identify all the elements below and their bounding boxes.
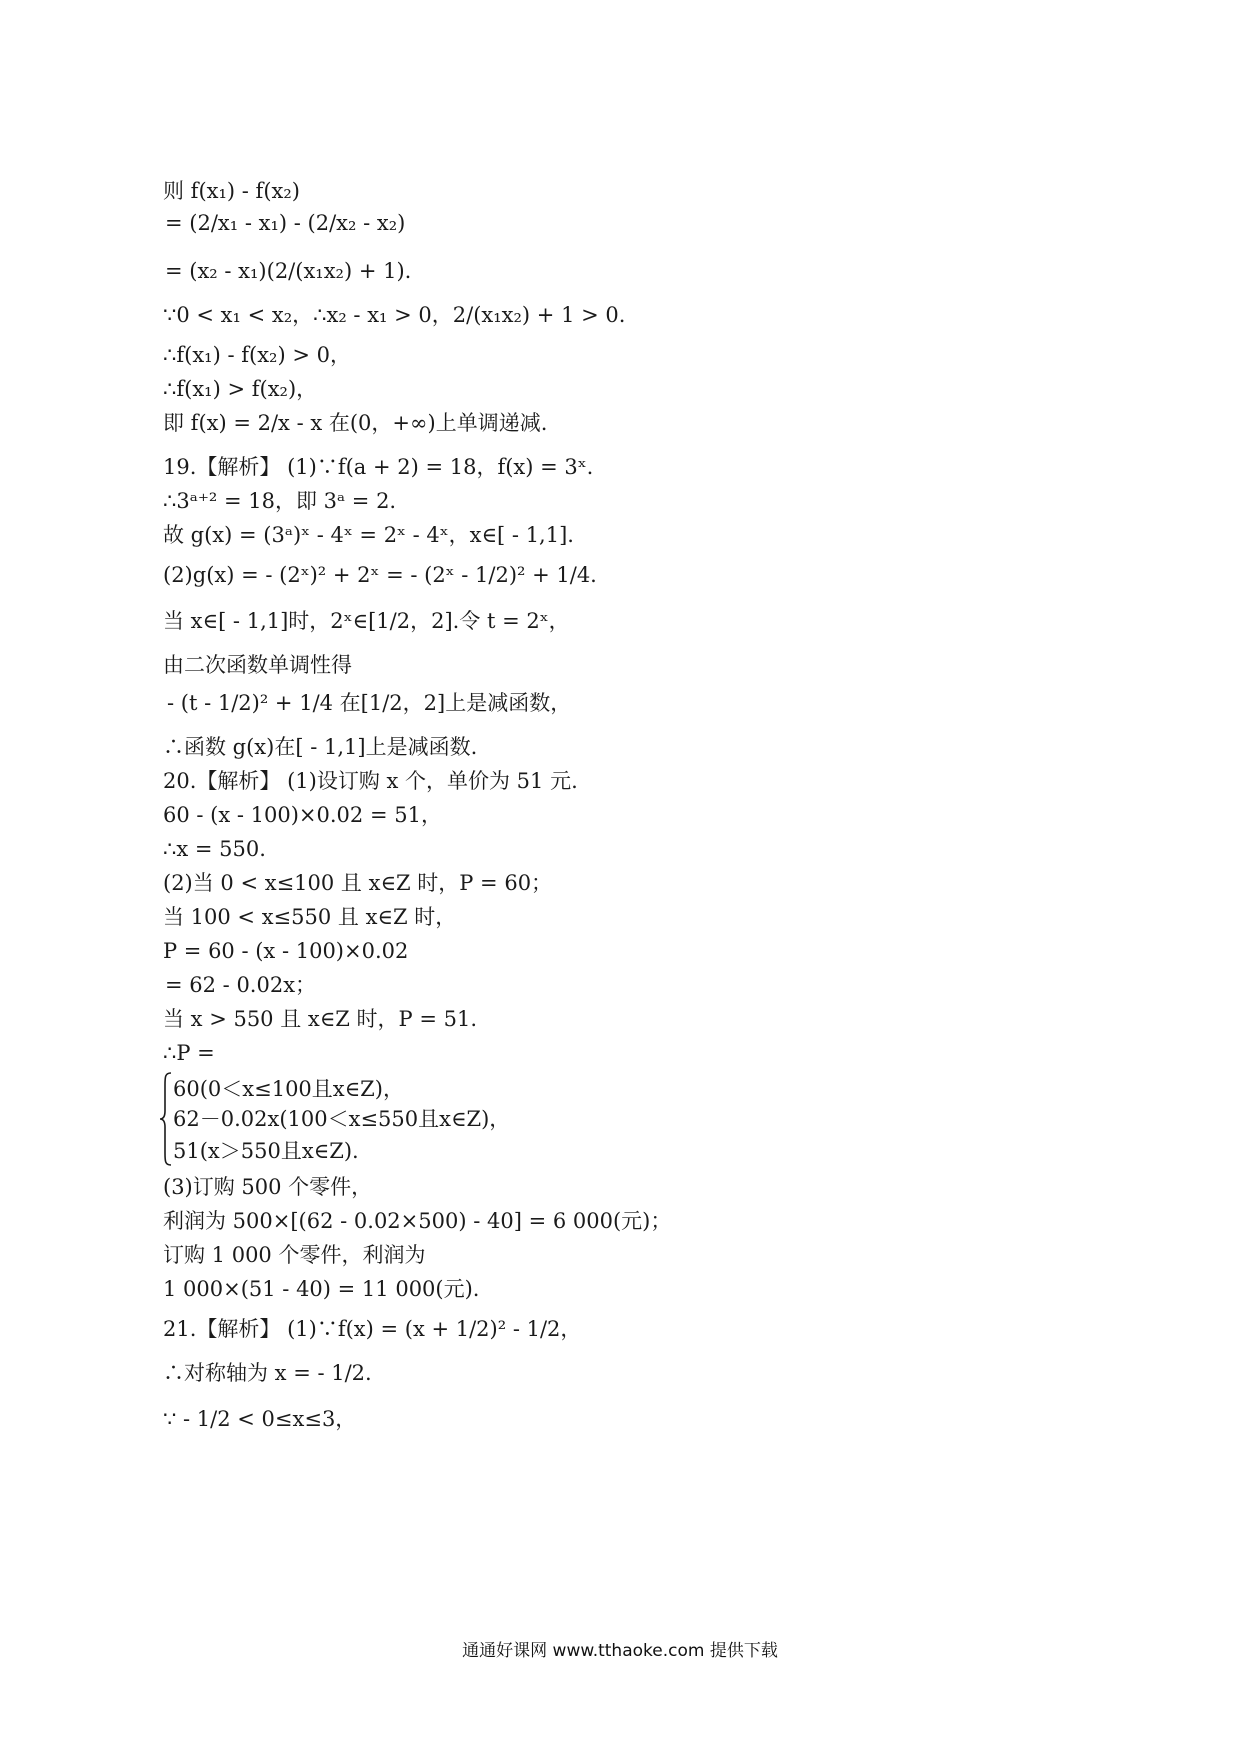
text-line: ∴f(x₁) - f(x₂) > 0， [163,343,351,367]
text-line: 20.【解析】 (1)设订购 x 个，单价为 51 元. [163,769,578,793]
text-line: 当 100 < x≤550 且 x∈Z 时， [163,905,457,929]
text-line: 21.【解析】 (1)∵f(x) = (x + 1/2)² - 1/2， [163,1317,582,1341]
text-line: ∴3ᵃ⁺² = 18，即 3ᵃ = 2. [163,489,397,513]
text-line: 60 - (x - 100)×0.02 = 51， [163,803,442,827]
text-line: ∴f(x₁) > f(x₂)， [163,377,318,401]
text-line: ∵0 < x₁ < x₂，∴x₂ - x₁ > 0，2/(x₁x₂) + 1 > 0. [163,303,626,327]
text-line: ∴P = [163,1041,215,1065]
text-line: 当 x∈[ - 1,1]时，2ˣ∈[1/2，2].令 t = 2ˣ， [163,609,570,633]
text-line: ∴函数 g(x)在[ - 1,1]上是减函数. [163,735,478,759]
page-footer: 通通好课网 www.tthaoke.com 提供下载 [462,1641,778,1661]
text-line: = 62 - 0.02x； [165,973,317,997]
text-line: ∴对称轴为 x = - 1/2. [163,1361,372,1385]
text-line: (2)g(x) = - (2ˣ)² + 2ˣ = - (2ˣ - 1/2)² + 1/4. [163,563,597,587]
text-line: 由二次函数单调性得 [163,653,352,677]
text-line: 则 f(x₁) - f(x₂) [163,179,300,203]
text-line: = (x₂ - x₁)(2/(x₁x₂) + 1). [165,259,412,283]
text-line: = (2/x₁ - x₁) - (2/x₂ - x₂) [165,211,406,235]
text-line: 订购 1 000 个零件，利润为 [163,1243,426,1267]
piecewise-brace-icon [159,1071,173,1167]
text-line: 51(x＞550且x∈Z). [173,1139,359,1163]
text-line: (3)订购 500 个零件， [163,1175,373,1199]
text-line: 即 f(x) = 2/x - x 在(0，+∞)上单调递减. [163,411,548,435]
text-line: ∵ - 1/2 < 0≤x≤3， [163,1407,357,1431]
text-line: 1 000×(51 - 40) = 11 000(元). [163,1277,480,1301]
text-line: ∴x = 550. [163,837,266,861]
text-line: 利润为 500×[(62 - 0.02×500) - 40] = 6 000(元)； [163,1209,672,1233]
text-line: 故 g(x) = (3ᵃ)ˣ - 4ˣ = 2ˣ - 4ˣ，x∈[ - 1,1]. [163,523,574,547]
text-line: P = 60 - (x - 100)×0.02 [163,939,409,963]
text-line: 当 x > 550 且 x∈Z 时，P = 51. [163,1007,478,1031]
text-line: 60(0＜x≤100且x∈Z)， [173,1077,404,1101]
text-line: 19.【解析】 (1)∵f(a + 2) = 18，f(x) = 3ˣ. [163,455,594,479]
text-line: 62－0.02x(100＜x≤550且x∈Z)， [173,1107,511,1131]
text-line: (2)当 0 < x≤100 且 x∈Z 时，P = 60； [163,871,553,895]
text-line: - (t - 1/2)² + 1/4 在[1/2，2]上是减函数， [167,691,572,715]
